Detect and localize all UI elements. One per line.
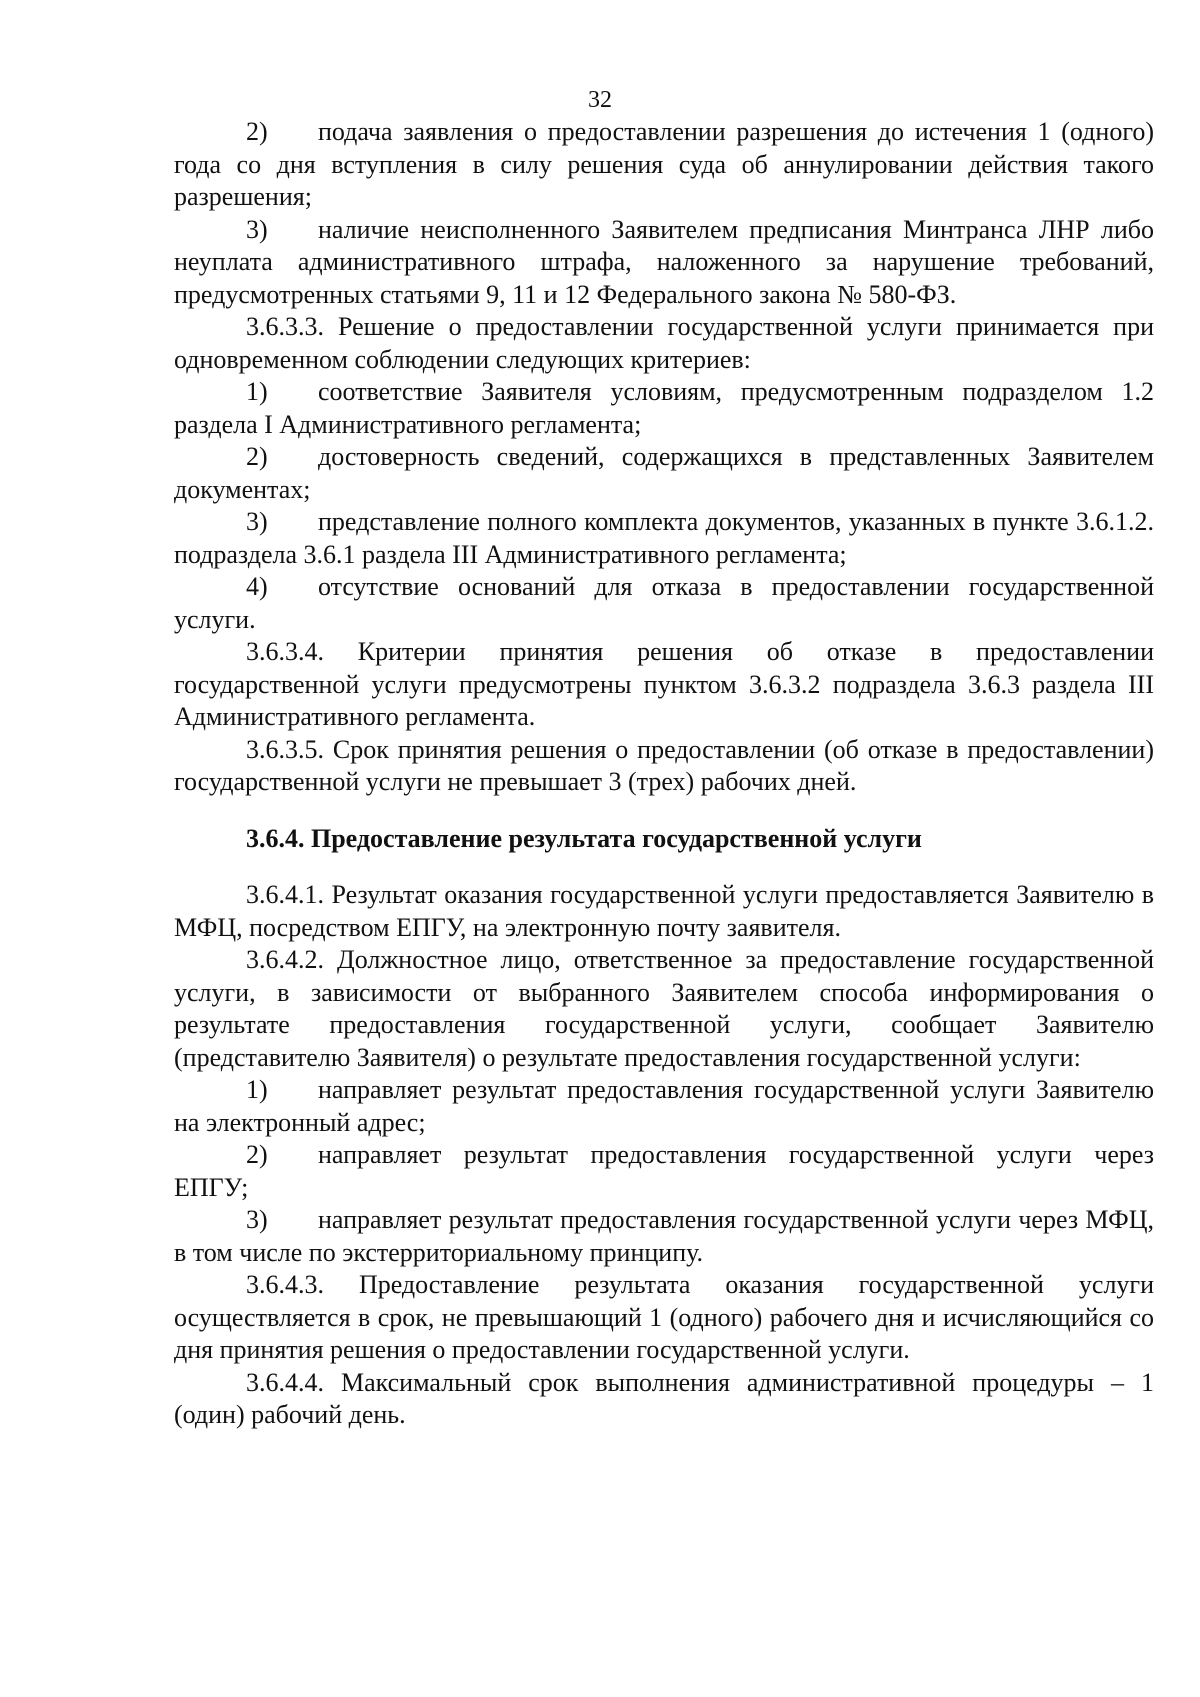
item-text: наличие неисполненного Заявителем предписания Минтранса ЛНР либо неуплата административного штрафа, наложенного за нарушение требований, предусмотренных статьями 9, 11 и 12 Федерального закона № 580-ФЗ.: [174, 214, 1154, 309]
item-text: достоверность сведений, содержащихся в представленных Заявителем документах;: [174, 442, 1154, 504]
list-item: [174, 116, 1154, 214]
list-item: [174, 214, 1154, 312]
list-item: [174, 506, 1154, 571]
item-number: 1): [246, 1075, 268, 1104]
list-item: [174, 1204, 1154, 1269]
item-number: 2): [246, 117, 268, 146]
document-body: [174, 116, 1154, 1432]
list-item: [174, 571, 1154, 636]
item-number: 2): [246, 442, 268, 471]
paragraph-3-6-4-4: 3.6.4.4. Максимальный срок выполнения административной процедуры – 1 (один) рабочий день.: [174, 1367, 1154, 1429]
paragraph-3-6-3-5: 3.6.3.5. Срок принятия решения о предоставлении (об отказе в предоставлении) государственной услуги не превышает 3 (трех) рабочих дней.: [174, 734, 1154, 796]
page-number: 32: [588, 87, 612, 113]
item-text: отсутствие оснований для отказа в предоставлении государственной услуги.: [174, 572, 1154, 634]
paragraph-3-6-4-2: 3.6.4.2. Должностное лицо, ответственное за предоставление государственной услуги, в зависимости от выбранного Заявителем способа информирования о результате предоставления государственной услуги, сообщает Заявителю (представителю Заявителя) о результате предоставления государственной услуги:: [174, 945, 1154, 1072]
item-text: подача заявления о предоставлении разрешения до истечения 1 (одного) года со дня вступления в силу решения суда об аннулировании действия такого разрешения;: [174, 117, 1154, 211]
section-heading: 3.6.4. Предоставление результата государственной услуги: [246, 823, 922, 853]
item-number: 4): [246, 572, 268, 601]
list-item: [174, 1074, 1154, 1139]
item-number: 3): [246, 214, 268, 244]
item-number: 3): [246, 507, 268, 536]
item-number: 2): [246, 1140, 268, 1169]
item-number: 1): [246, 377, 268, 406]
item-text: направляет результат предоставления государственной услуги через МФЦ, в том числе по экстерриториальному принципу.: [174, 1205, 1154, 1267]
paragraph-3-6-4-1: 3.6.4.1. Результат оказания государственной услуги предоставляется Заявителю в МФЦ, посредством ЕПГУ, на электронную почту заявителя.: [174, 880, 1154, 942]
list-item: [174, 1139, 1154, 1204]
list-item: [174, 376, 1154, 441]
item-text: направляет результат предоставления государственной услуги Заявителю на электронный адрес;: [174, 1075, 1154, 1137]
item-text: соответствие Заявителя условиям, предусмотренным подразделом 1.2 раздела I Административного регламента;: [174, 377, 1154, 439]
paragraph-3-6-3-3: 3.6.3.3. Решение о предоставлении государственной услуги принимается при одновременном соблюдении следующих критериев:: [174, 312, 1154, 374]
item-text: представление полного комплекта документов, указанных в пункте 3.6.1.2. подраздела 3.6.1 раздела III Административного регламента;: [174, 507, 1154, 569]
list-item: [174, 441, 1154, 506]
paragraph-3-6-4-3: 3.6.4.3. Предоставление результата оказания государственной услуги осуществляется в срок, не превышающий 1 (одного) рабочего дня и исчисляющийся со дня принятия решения о предоставлении государственной услуги.: [174, 1270, 1154, 1364]
paragraph-3-6-3-4: 3.6.3.4. Критерии принятия решения об отказе в предоставлении государственной услуги предусмотрены пунктом 3.6.3.2 подраздела 3.6.3 раздела III Административного регламента.: [174, 637, 1154, 731]
item-text: направляет результат предоставления государственной услуги через ЕПГУ;: [174, 1140, 1154, 1202]
item-number: 3): [246, 1205, 268, 1234]
